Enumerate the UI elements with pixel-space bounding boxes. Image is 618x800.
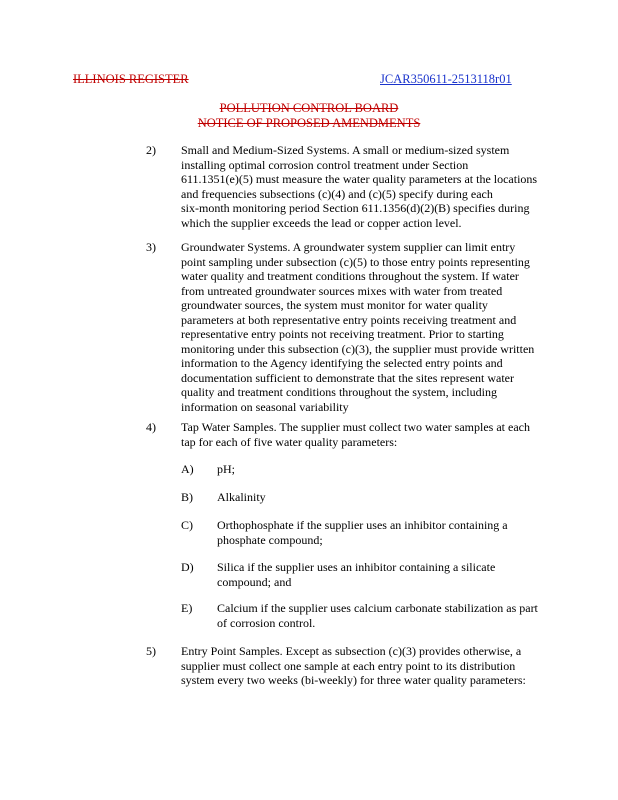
text-line: Orthophosphate if the supplier uses an inhibitor containing a <box>217 518 508 532</box>
sub-item-letter: D) <box>181 560 194 574</box>
text-line: 611.1351(e)(5) must measure the water quality parameters at the locations <box>181 172 538 186</box>
sub-item-letter: A) <box>181 462 194 476</box>
text-line: Alkalinity <box>217 490 266 504</box>
item-number: 4) <box>146 420 156 434</box>
sub-item-letter: C) <box>181 518 193 532</box>
text-line: Tap Water Samples. The supplier must collect two water samples at each <box>181 420 530 434</box>
text-line: installing optimal corrosion control treatment under Section <box>181 157 469 172</box>
text-line: information to the Agency identifying the selected entry points and <box>181 356 503 370</box>
register-header: ILLINOIS REGISTER <box>73 72 189 86</box>
text-line: of corrosion control. <box>217 615 316 630</box>
text-line: groundwater sources, the system must monitor for water quality <box>181 298 488 312</box>
text-line: phosphate compound; <box>217 532 323 547</box>
text-line: information on seasonal variability <box>181 399 349 414</box>
sub-item-letter: B) <box>181 490 193 504</box>
text-line: Groundwater Systems. A groundwater system supplier can limit entry <box>181 240 516 254</box>
notice-title: NOTICE OF PROPOSED AMENDMENTS <box>197 116 421 130</box>
text-line: supplier must collect one sample at each entry point to its distribution <box>181 658 516 673</box>
item-text <box>181 420 581 449</box>
text-line: Small and Medium-Sized Systems. A small or medium-sized system <box>181 143 510 157</box>
board-title: POLLUTION CONTROL BOARD <box>219 101 399 115</box>
text-line: water quality and treatment conditions throughout the system. If water <box>181 269 519 283</box>
text-line: and frequencies subsections (c)(4) and (c)(5) specify during each <box>181 186 493 201</box>
text-line: Calcium if the supplier uses calcium carbonate stabilization as part <box>217 601 538 615</box>
text-line: which the supplier exceeds the lead or copper action level. <box>181 215 462 230</box>
text-line: pH; <box>217 462 235 476</box>
sub-item-text <box>217 490 582 505</box>
text-line: six-month monitoring period Section 611.1356(d)(2)(B) specifies during <box>181 201 530 215</box>
item-text <box>181 240 581 414</box>
text-line: parameters at both representative entry points receiving treatment and <box>181 312 517 327</box>
text-line: Entry Point Samples. Except as subsection (c)(3) provides otherwise, a <box>181 644 522 658</box>
text-line: representative entry points not receiving treatment. Prior to starting <box>181 327 504 341</box>
text-line: point sampling under subsection (c)(5) to those entry points representing <box>181 254 530 269</box>
item-number: 5) <box>146 644 156 658</box>
text-line: quality and treatment conditions throughout the system, including <box>181 385 497 399</box>
text-line: monitoring under this subsection (c)(3), the supplier must provide written <box>181 341 535 356</box>
item-text <box>181 644 581 688</box>
item-number: 2) <box>146 143 156 157</box>
text-line: documentation sufficient to demonstrate that the sites represent water <box>181 370 515 385</box>
text-line: tap for each of five water quality parameters: <box>181 434 398 449</box>
text-line: Silica if the supplier uses an inhibitor containing a silicate <box>217 560 496 574</box>
text-line: system every two weeks (bi-weekly) for three water quality parameters: <box>181 673 526 687</box>
sub-item-text <box>217 462 582 477</box>
text-line: from untreated groundwater sources mixes with water from treated <box>181 283 503 298</box>
sub-item-text <box>217 518 582 547</box>
sub-item-letter: E) <box>181 601 193 615</box>
sub-item-text <box>217 601 582 630</box>
item-number: 3) <box>146 240 156 254</box>
sub-item-text <box>217 560 582 589</box>
document-id: JCAR350611-2513118r01 <box>380 72 512 86</box>
item-text <box>181 143 581 230</box>
text-line: compound; and <box>217 574 292 589</box>
